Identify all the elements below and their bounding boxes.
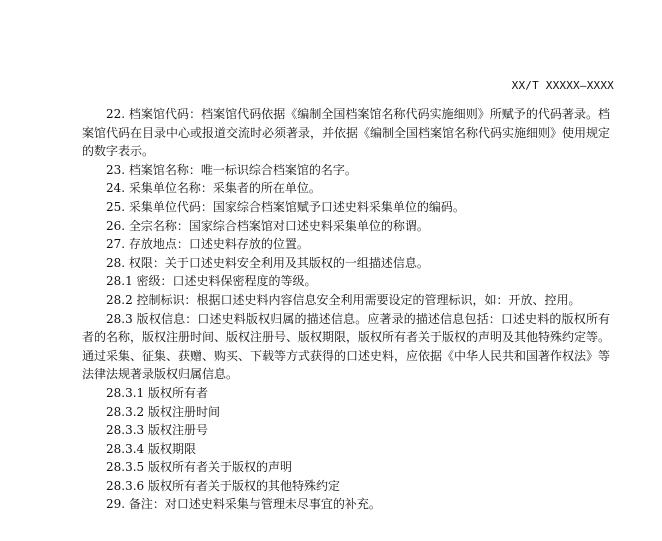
document-body [82,105,610,514]
item-24-collector-unit-name: 24. 采集单位名称：采集者的所在单位。 [106,181,321,196]
item-28-3-5-owner-statement: 28.3.5 版权所有者关于版权的声明 [106,460,292,475]
item-29-remarks: 29. 备注：对口述史料采集与管理未尽事宜的补充。 [106,497,381,512]
item-26-fonds-name: 26. 全宗名称：国家综合档案馆对口述史料采集单位的称谓。 [106,218,429,233]
item-27-storage-location: 27. 存放地点：口述史料存放的位置。 [106,237,309,252]
item-22-archive-code: 22. 档案馆代码：档案馆代码依据《编制全国档案馆名称代码实施细则》所赋予的代码著录。档案馆代码在目录中心或报道交流时必须著录，并依据《编制全国档案馆名称代码实施细则》使用规定的数字表示。 [82,107,611,159]
item-28-3-6-special-agreement: 28.3.6 版权所有者关于版权的其他特殊约定 [106,478,340,493]
item-28-1-classification: 28.1 密级：口述史料保密程度的等级。 [106,274,317,289]
item-28-3-copyright-info: 28.3 版权信息：口述史料版权归属的描述信息。应著录的描述信息包括：口述史料的版权所有者的名称，版权注册时间、版权注册号、版权期限，版权所有者关于版权的声明及其他特殊约定等。通过采集、征集、获赠、购买、下载等方式获得的口述史料，应依据《中华人民共和国著作权法》等法律法规著录版权归属信息。 [82,311,611,382]
item-28-permissions: 28. 权限：关于口述史料安全利用及其版权的一组描述信息。 [106,255,429,270]
item-28-3-1-copyright-owner: 28.3.1 版权所有者 [106,385,208,400]
item-28-3-3-registration-number: 28.3.3 版权注册号 [106,423,208,438]
item-25-collector-unit-code: 25. 采集单位代码：国家综合档案馆赋予口述史料采集单位的编码。 [106,199,465,214]
standard-code-header: XX/T XXXXX—XXXX [511,79,614,92]
item-28-3-2-registration-time: 28.3.2 版权注册时间 [106,404,220,419]
item-28-2-control-mark: 28.2 控制标识：根据口述史料内容信息安全利用需要设定的管理标识，如：开放、控用。 [106,292,581,307]
item-28-3-4-copyright-term: 28.3.4 版权期限 [106,441,196,456]
item-23-archive-name: 23. 档案馆名称：唯一标识综合档案馆的名字。 [106,162,357,177]
